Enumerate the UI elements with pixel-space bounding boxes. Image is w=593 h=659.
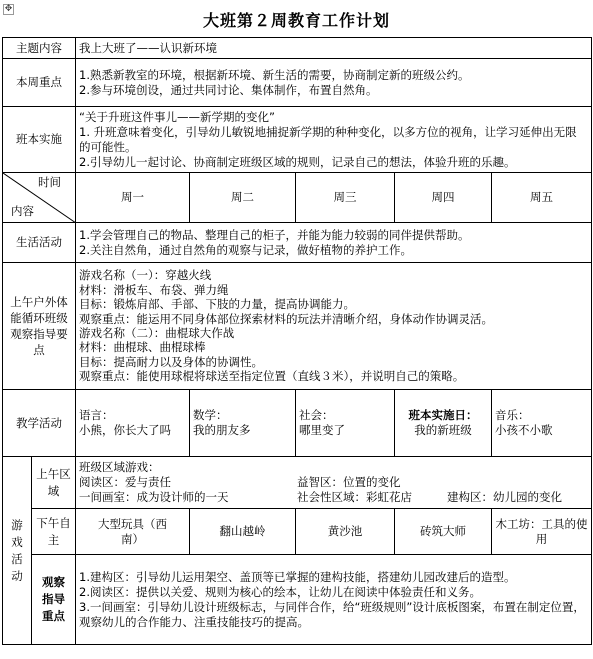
- teaching-name: 我的朋友多: [193, 423, 251, 437]
- theme-label: 主题内容: [3, 38, 76, 59]
- content-header-label: 内容: [11, 204, 34, 218]
- table-move-handle-icon[interactable]: ✥: [4, 4, 13, 14]
- games-morning-row: [3, 457, 592, 509]
- day-header-thu: 周四: [395, 173, 492, 223]
- class-practice-line: 2.引导幼儿一起讨论、协商制定班级区域的规则，记录自己的想法，体验升班的乐趣。: [79, 154, 516, 169]
- area-puzzle: 益智区：位置的变化: [297, 475, 401, 489]
- area-reading: 阅读区：爱与责任: [79, 475, 171, 489]
- outdoor-line: 目标：提高耐力以及身体的协调性。: [79, 354, 263, 369]
- teaching-type: 音乐：: [495, 408, 530, 422]
- teaching-tue: [190, 390, 296, 457]
- games-morning-heading: 班级区域游戏：: [79, 460, 160, 474]
- games-label-text: 游戏活动: [11, 517, 23, 583]
- outdoor-line: 游戏名称（一）：穿越火线: [79, 268, 212, 283]
- teaching-mon: [76, 390, 190, 457]
- outdoor-content: [76, 263, 592, 390]
- observation-line: 2.阅读区：提供以关爱、规则为核心的绘本，让幼儿在阅读中体验责任和义务。: [79, 584, 481, 599]
- games-afternoon-row: [3, 509, 592, 555]
- theme-row: [3, 38, 592, 59]
- afternoon-item: 黄沙池: [296, 509, 395, 555]
- schedule-header-row: [3, 173, 592, 223]
- weekly-focus-label: 本周重点: [3, 59, 76, 107]
- games-morning-content: [76, 457, 592, 509]
- life-activities-line: 2.关注自然角，通过自然角的观察与记录，做好植物的养护工作。: [79, 242, 412, 257]
- games-label: [3, 457, 32, 645]
- teaching-row: [3, 390, 592, 457]
- observation-line: 3.一间画室：引导幼儿设计班级标志，与同伴合作，给“班级规则”设计底板图案，布置在制定位置，观察幼儿的合作能力、注重技能技巧的提高。: [79, 599, 585, 629]
- teaching-type: 语言：: [79, 408, 114, 422]
- weekly-focus-line: 1.熟悉新教室的环境，根据新环境、新生活的需要，协商制定新的班级公约。: [79, 67, 470, 82]
- area-studio: 一间画室：成为设计师的一天: [79, 490, 229, 504]
- day-header-fri: 周五: [492, 173, 592, 223]
- teaching-name: 哪里变了: [299, 423, 345, 437]
- games-morning-line: [79, 475, 588, 490]
- plan-table: [2, 37, 592, 645]
- class-practice-content: [76, 107, 592, 173]
- outdoor-line: 游戏名称（二）：曲棍球大作战: [79, 326, 235, 340]
- games-afternoon-label: 下午自主: [32, 509, 76, 555]
- weekly-focus-row: [3, 59, 592, 107]
- games-observation-label: 观察指导重点: [32, 555, 76, 645]
- day-header-wed: 周三: [296, 173, 395, 223]
- life-activities-line: 1.学会管理自己的物品、整理自己的柜子，并能为能力较弱的同伴提供帮助。: [79, 227, 470, 242]
- games-observation-row: [3, 555, 592, 645]
- day-header-mon: 周一: [76, 173, 190, 223]
- life-activities-row: [3, 223, 592, 263]
- teaching-thu: [395, 390, 492, 457]
- teaching-label: 教学活动: [3, 390, 76, 457]
- outdoor-line: 材料：曲棍球、曲棍球棒: [79, 340, 206, 355]
- life-activities-content: [76, 223, 592, 263]
- games-observation-content: [76, 555, 592, 645]
- class-practice-line: 1. 升班意味着变化，引导幼儿敏锐地捕捉新学期的种种变化，以多方位的视角，让学习延伸出无限的可能性。: [79, 124, 577, 154]
- outdoor-line: 观察重点：能运用不同身体部位探索材料的玩法并清晰介绍，身体动作协调灵活。: [79, 311, 493, 326]
- outdoor-row: [3, 263, 592, 390]
- document-title: 大班第２周教育工作计划: [202, 11, 390, 30]
- teaching-name: 我的新班级: [414, 423, 472, 437]
- teaching-fri: [492, 390, 592, 457]
- teaching-name: 小熊，你长大了吗: [79, 423, 171, 437]
- area-social: 社会性区域：彩虹花店: [297, 490, 412, 504]
- outdoor-line: 目标：锻炼肩部、手部、下肢的力量，提高协调能力。: [79, 297, 355, 312]
- afternoon-item: 翻山越岭: [190, 509, 296, 555]
- weekly-focus-content: [76, 59, 592, 107]
- teaching-type: 数学：: [193, 408, 228, 422]
- games-morning-label: 上午区域: [32, 457, 76, 509]
- observation-line: 1.建构区：引导幼儿运用架空、盖顶等已掌握的建构技能，搭建幼儿园改建后的造型。: [79, 569, 516, 584]
- life-activities-label: 生活活动: [3, 223, 76, 263]
- class-practice-line: “关于升班这件事儿——新学期的变化”: [79, 109, 275, 124]
- games-morning-line: [79, 490, 588, 505]
- teaching-type: 社会：: [299, 408, 334, 422]
- afternoon-item: 砖筑大师: [395, 509, 492, 555]
- time-content-corner-cell: [3, 173, 76, 223]
- area-construction: 建构区：幼儿园的变化: [447, 490, 562, 504]
- teaching-wed: [296, 390, 395, 457]
- outdoor-line: 观察重点：能使用球棍将球送至指定位置（直线３米），并说明自己的策略。: [79, 369, 465, 384]
- outdoor-label: 上午户外体能循环班级观察指导要点: [3, 263, 76, 390]
- weekly-focus-line: 2.参与环境创设，通过共同讨论、集体制作，布置自然角。: [79, 82, 378, 97]
- day-header-tue: 周二: [190, 173, 296, 223]
- class-practice-row: [3, 107, 592, 173]
- afternoon-item: 大型玩具（西南）: [76, 509, 190, 555]
- class-practice-label: 班本实施: [3, 107, 76, 173]
- teaching-type: 班本实施日：: [408, 408, 478, 422]
- teaching-name: 小孩不小歌: [495, 423, 553, 437]
- time-header-label: 时间: [38, 175, 61, 189]
- theme-content: 我上大班了——认识新环境: [76, 38, 592, 59]
- afternoon-item: 木工坊：工具的使用: [492, 509, 592, 555]
- outdoor-line: 材料：滑板车、布袋、弹力绳: [79, 282, 229, 297]
